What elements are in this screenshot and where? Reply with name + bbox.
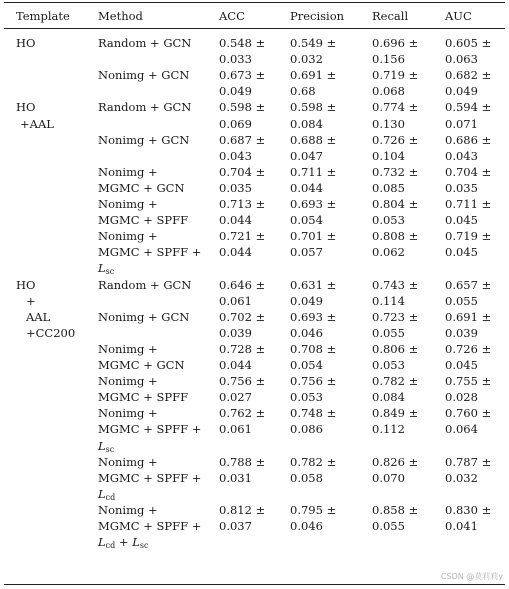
auc-value: 0.049	[445, 84, 478, 99]
acc-value: 0.673 ±	[219, 68, 266, 83]
acc-value: 0.702 ±	[219, 309, 266, 324]
acc-value: 0.031	[219, 470, 252, 485]
recall-value: 0.804 ±	[372, 197, 419, 211]
acc-value: 0.027	[219, 390, 252, 405]
auc-value: 0.682 ±	[445, 68, 492, 83]
recall-value: 0.696 ±	[372, 36, 419, 50]
method-cell: Nonimg + GCN	[98, 309, 190, 324]
method-cell: Random + GCN	[98, 277, 192, 292]
acc-value: 0.033	[219, 52, 252, 67]
auc-value: 0.686 ±	[445, 132, 492, 147]
template-label: +	[26, 293, 36, 308]
recall-value: 0.104	[372, 148, 405, 163]
template-label: HO	[16, 277, 36, 292]
precision-value: 0.708 ±	[290, 341, 337, 356]
template-label: AAL	[26, 309, 51, 324]
method-cell: Random + GCN	[98, 36, 192, 50]
auc-value: 0.719 ±	[445, 229, 492, 244]
auc-value: 0.055	[445, 293, 478, 308]
template-label: HO	[16, 100, 36, 115]
recall-value: 0.062	[372, 245, 405, 260]
precision-value: 0.688 ±	[290, 132, 337, 147]
method-cell: MGMC + SPFF +	[98, 245, 202, 260]
acc-value: 0.756 ±	[219, 374, 266, 389]
precision-value: 0.711 ±	[290, 164, 337, 179]
auc-value: 0.063	[445, 52, 478, 67]
acc-value: 0.721 ±	[219, 229, 266, 244]
precision-value: 0.68	[290, 84, 316, 99]
recall-value: 0.826 ±	[372, 454, 419, 469]
precision-value: 0.549 ±	[290, 36, 337, 50]
auc-value: 0.045	[445, 213, 478, 228]
precision-value: 0.046	[290, 325, 323, 340]
method-cell: Random + GCN	[98, 100, 192, 115]
recall-value: 0.808 ±	[372, 229, 419, 244]
method-cell: Nonimg +	[98, 341, 158, 356]
method-cell: MGMC + SPFF +	[98, 422, 202, 437]
template-label: HO	[16, 36, 36, 50]
method-cell: Nonimg +	[98, 406, 158, 421]
precision-value: 0.631 ±	[290, 277, 337, 292]
method-cell: MGMC + GCN	[98, 358, 185, 372]
precision-value: 0.054	[290, 358, 323, 372]
acc-value: 0.061	[219, 422, 252, 437]
recall-value: 0.068	[372, 84, 405, 99]
method-cell: MGMC + SPFF	[98, 213, 189, 228]
template-label: +AAL	[20, 116, 54, 131]
acc-value: 0.037	[219, 519, 252, 533]
precision-value: 0.049	[290, 293, 323, 308]
recall-value: 0.723 ±	[372, 309, 419, 324]
precision-value: 0.044	[290, 180, 323, 195]
precision-value: 0.046	[290, 519, 323, 533]
recall-value: 0.858 ±	[372, 502, 419, 517]
auc-value: 0.039	[445, 325, 478, 340]
method-cell: MGMC + GCN	[98, 180, 185, 195]
recall-value: 0.053	[372, 213, 405, 228]
loss-term: $L_{sc}$	[98, 261, 115, 277]
method-cell: Nonimg +	[98, 229, 158, 244]
method-cell: Nonimg + GCN	[98, 68, 190, 83]
precision-value: 0.032	[290, 52, 323, 67]
acc-value: 0.044	[219, 213, 252, 228]
acc-value: 0.044	[219, 245, 252, 260]
recall-value: 0.806 ±	[372, 341, 419, 356]
precision-value: 0.084	[290, 116, 323, 131]
method-cell: Nonimg +	[98, 454, 158, 469]
method-cell: MGMC + SPFF	[98, 390, 189, 405]
recall-value: 0.130	[372, 116, 405, 131]
auc-value: 0.787 ±	[445, 454, 492, 469]
table-header-rule	[4, 28, 505, 29]
precision-value: 0.693 ±	[290, 309, 337, 324]
auc-value: 0.045	[445, 245, 478, 260]
precision-value: 0.054	[290, 213, 323, 228]
auc-value: 0.711 ±	[445, 197, 492, 211]
header-method: Method	[98, 9, 143, 23]
precision-value: 0.086	[290, 422, 323, 437]
acc-value: 0.061	[219, 293, 252, 308]
recall-value: 0.084	[372, 390, 405, 405]
precision-value: 0.748 ±	[290, 406, 337, 421]
header-recall: Recall	[372, 9, 409, 23]
auc-value: 0.071	[445, 116, 478, 131]
recall-value: 0.070	[372, 470, 405, 485]
header-precision: Precision	[290, 9, 345, 23]
acc-value: 0.812 ±	[219, 502, 266, 517]
recall-value: 0.782 ±	[372, 374, 419, 389]
auc-value: 0.755 ±	[445, 374, 492, 389]
auc-value: 0.691 ±	[445, 309, 492, 324]
recall-value: 0.055	[372, 325, 405, 340]
recall-value: 0.053	[372, 358, 405, 372]
method-cell: Nonimg + GCN	[98, 132, 190, 147]
auc-value: 0.605 ±	[445, 36, 492, 50]
auc-value: 0.028	[445, 390, 478, 405]
precision-value: 0.756 ±	[290, 374, 337, 389]
method-cell: MGMC + SPFF +	[98, 519, 202, 533]
method-cell: Nonimg +	[98, 197, 158, 211]
method-cell: Nonimg +	[98, 374, 158, 389]
recall-value: 0.743 ±	[372, 277, 419, 292]
acc-value: 0.069	[219, 116, 252, 131]
precision-value: 0.053	[290, 390, 323, 405]
method-cell: Nonimg +	[98, 502, 158, 517]
auc-value: 0.043	[445, 148, 478, 163]
loss-term: $L_{cd}$	[98, 486, 116, 502]
acc-value: 0.044	[219, 358, 252, 372]
method-cell: Nonimg +	[98, 164, 158, 179]
auc-value: 0.726 ±	[445, 341, 492, 356]
watermark: CSDN @莫莉莉y	[440, 572, 503, 581]
precision-value: 0.782 ±	[290, 454, 337, 469]
recall-value: 0.774 ±	[372, 100, 419, 115]
recall-value: 0.732 ±	[372, 164, 419, 179]
acc-value: 0.598 ±	[219, 100, 266, 115]
auc-value: 0.064	[445, 422, 478, 437]
table-bottom-rule	[4, 584, 505, 585]
acc-value: 0.039	[219, 325, 252, 340]
precision-value: 0.058	[290, 470, 323, 485]
precision-value: 0.795 ±	[290, 502, 337, 517]
recall-value: 0.726 ±	[372, 132, 419, 147]
auc-value: 0.760 ±	[445, 406, 492, 421]
precision-value: 0.598 ±	[290, 100, 337, 115]
recall-value: 0.156	[372, 52, 405, 67]
auc-value: 0.704 ±	[445, 164, 492, 179]
auc-value: 0.041	[445, 519, 478, 533]
acc-value: 0.049	[219, 84, 252, 99]
acc-value: 0.704 ±	[219, 164, 266, 179]
auc-value: 0.035	[445, 180, 478, 195]
recall-value: 0.085	[372, 180, 405, 195]
header-auc: AUC	[445, 9, 472, 23]
method-cell: MGMC + SPFF +	[98, 470, 202, 485]
acc-value: 0.646 ±	[219, 277, 266, 292]
precision-value: 0.057	[290, 245, 323, 260]
loss-term: $L_{cd} + L_{sc}$	[98, 535, 149, 551]
acc-value: 0.548 ±	[219, 36, 266, 50]
recall-value: 0.112	[372, 422, 405, 437]
precision-value: 0.701 ±	[290, 229, 337, 244]
acc-value: 0.043	[219, 148, 252, 163]
acc-value: 0.687 ±	[219, 132, 266, 147]
precision-value: 0.691 ±	[290, 68, 337, 83]
auc-value: 0.032	[445, 470, 478, 485]
acc-value: 0.788 ±	[219, 454, 266, 469]
precision-value: 0.693 ±	[290, 197, 337, 211]
acc-value: 0.762 ±	[219, 406, 266, 421]
table-top-rule	[4, 2, 505, 3]
acc-value: 0.035	[219, 180, 252, 195]
auc-value: 0.594 ±	[445, 100, 492, 115]
auc-value: 0.830 ±	[445, 502, 492, 517]
loss-term: $L_{sc}$	[98, 438, 115, 454]
acc-value: 0.713 ±	[219, 197, 266, 211]
recall-value: 0.114	[372, 293, 405, 308]
auc-value: 0.045	[445, 358, 478, 372]
header-template: Template	[16, 9, 70, 23]
header-acc: ACC	[219, 9, 245, 23]
recall-value: 0.719 ±	[372, 68, 419, 83]
recall-value: 0.055	[372, 519, 405, 533]
template-label: +CC200	[26, 325, 76, 340]
auc-value: 0.657 ±	[445, 277, 492, 292]
precision-value: 0.047	[290, 148, 323, 163]
acc-value: 0.728 ±	[219, 341, 266, 356]
recall-value: 0.849 ±	[372, 406, 419, 421]
